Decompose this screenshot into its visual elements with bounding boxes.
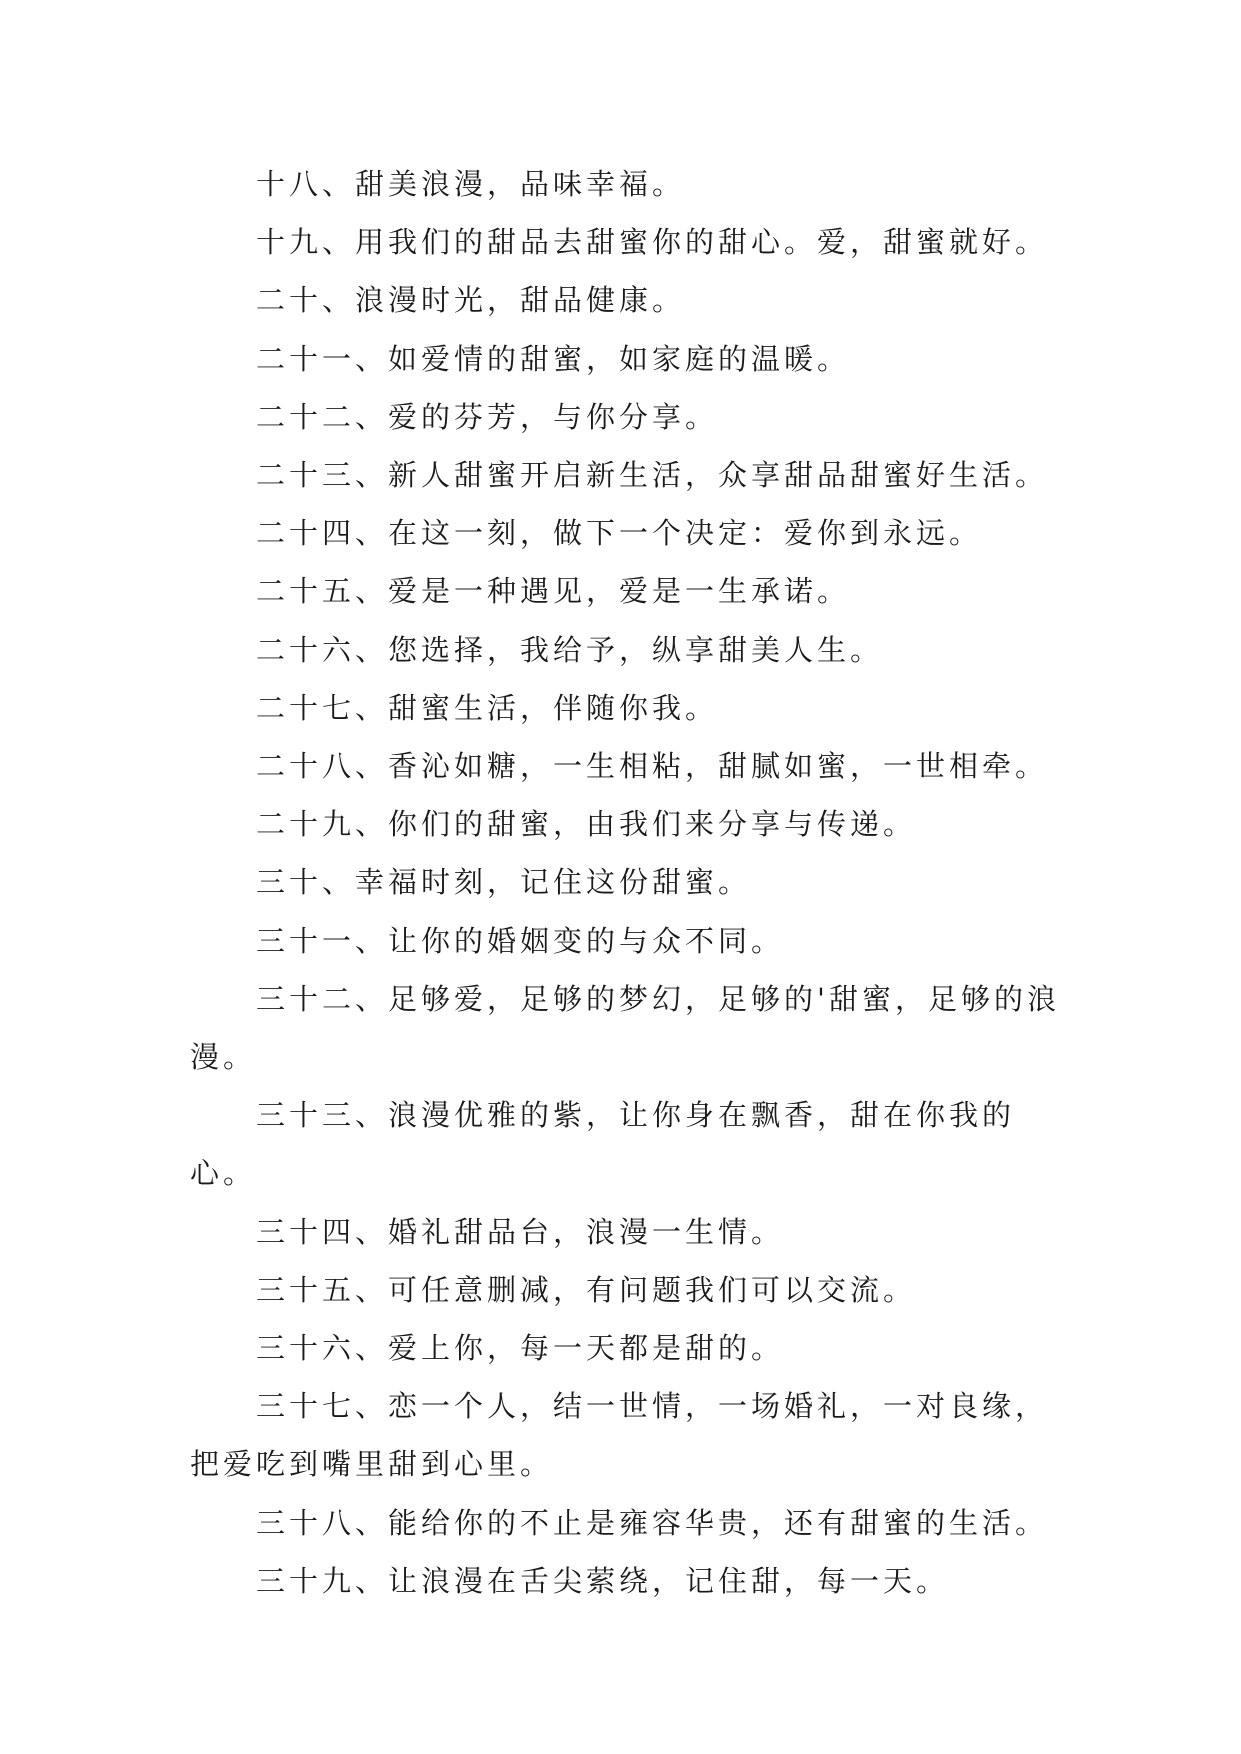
paragraph-25: 二十五、爱是一种遇见，爱是一生承诺。 <box>256 574 851 609</box>
paragraph-18: 十八、甜美浪漫，品味幸福。 <box>256 167 686 201</box>
paragraph-22: 二十二、爱的芬芳，与你分享。 <box>256 399 719 434</box>
paragraph-26: 二十六、您选择，我给予，纵享甜美人生。 <box>256 632 884 667</box>
paragraph-19: 十九、用我们的甜品去甜蜜你的甜心。爱，甜蜜就好。 <box>256 225 1049 260</box>
paragraph-37: 三十七、恋一个人，结一世情，一场婚礼，一对良缘，把爱吃到嘴里甜到心里。 <box>190 1389 1049 1482</box>
paragraph-28: 二十八、香沁如糖，一生相粘，甜腻如蜜，一世相牵。 <box>256 749 1049 784</box>
paragraph-23: 二十三、新人甜蜜开启新生活，众享甜品甜蜜好生活。 <box>256 458 1049 493</box>
paragraph-33: 三十三、浪漫优雅的紫，让你身在飘香，甜在你我的心。 <box>190 1098 1016 1191</box>
paragraph-31: 三十一、让你的婚姻变的与众不同。 <box>256 923 785 958</box>
paragraph-32: 三十二、足够爱，足够的梦幻，足够的'甜蜜，足够的浪漫。 <box>190 981 1060 1075</box>
paragraph-38: 三十八、能给你的不止是雍容华贵，还有甜蜜的生活。 <box>256 1505 1049 1540</box>
paragraph-36: 三十六、爱上你，每一天都是甜的。 <box>256 1331 785 1366</box>
paragraph-20: 二十、浪漫时光，甜品健康。 <box>256 283 686 318</box>
paragraph-21: 二十一、如爱情的甜蜜，如家庭的温暖。 <box>256 341 851 376</box>
paragraph-27: 二十七、甜蜜生活，伴随你我。 <box>256 690 719 725</box>
paragraph-34: 三十四、婚礼甜品台，浪漫一生情。 <box>256 1214 785 1249</box>
paragraph-35: 三十五、可任意删减，有问题我们可以交流。 <box>256 1272 917 1307</box>
paragraph-29: 二十九、你们的甜蜜，由我们来分享与传递。 <box>256 807 917 842</box>
document-body <box>190 155 1080 1610</box>
paragraph-30: 三十、幸福时刻，记住这份甜蜜。 <box>256 865 752 900</box>
paragraph-39: 三十九、让浪漫在舌尖萦绕，记住甜，每一天。 <box>256 1563 950 1598</box>
paragraph-24: 二十四、在这一刻，做下一个决定：爱你到永远。 <box>256 516 983 551</box>
